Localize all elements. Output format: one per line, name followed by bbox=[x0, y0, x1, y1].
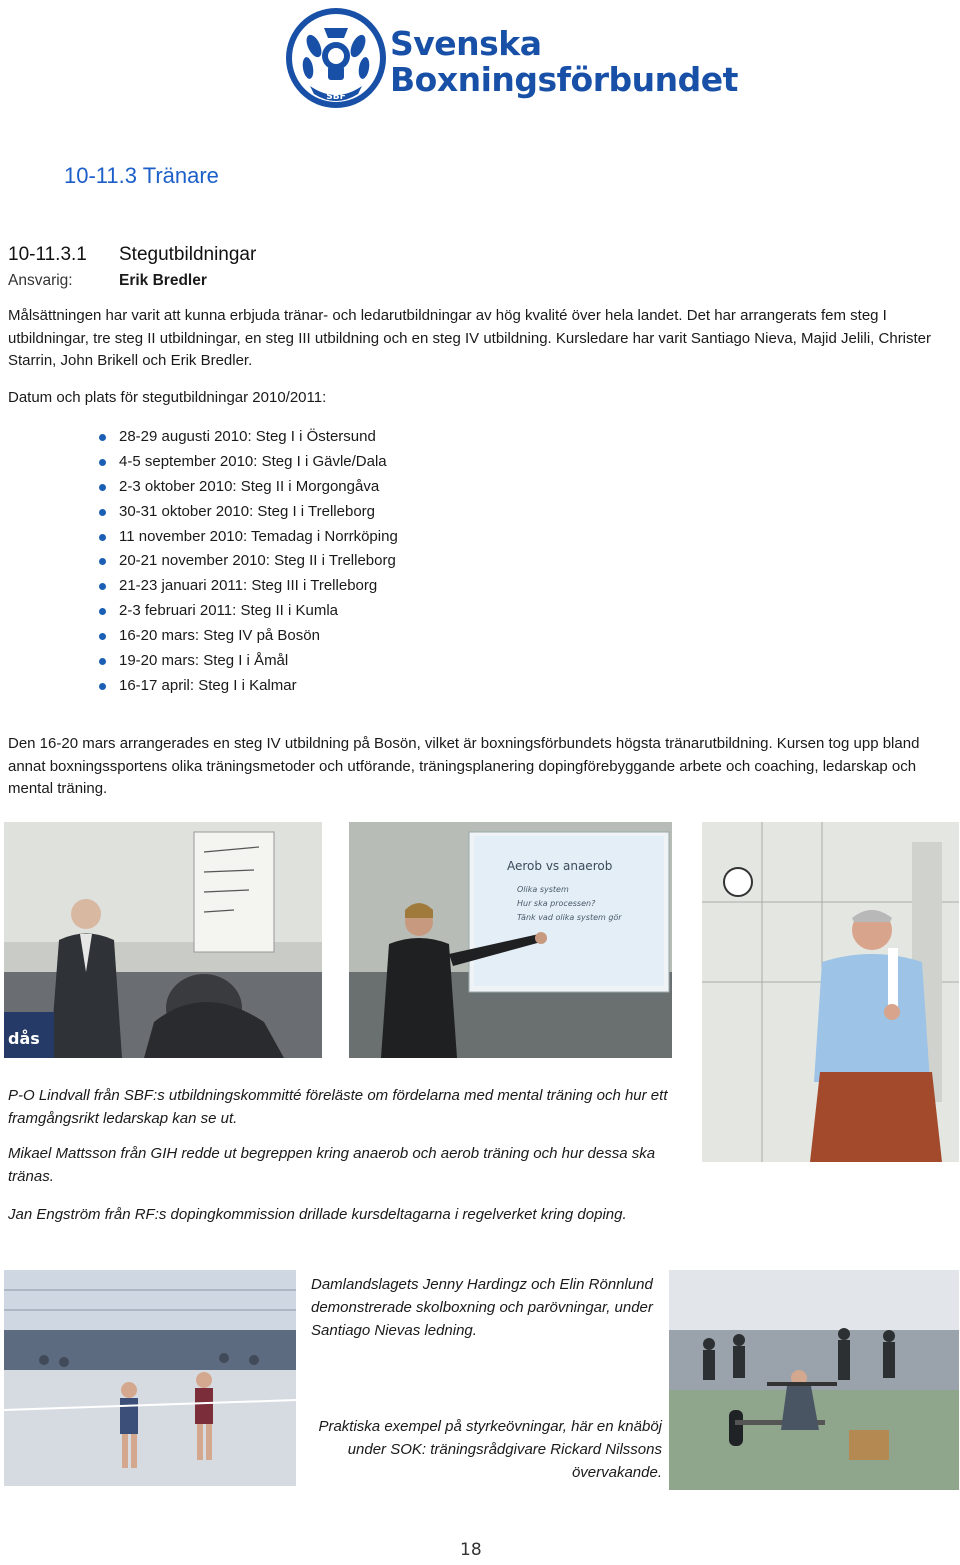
list-item: 16-20 mars: Steg IV på Bosön bbox=[99, 624, 398, 649]
svg-text:Aerob vs anaerob: Aerob vs anaerob bbox=[507, 859, 613, 873]
subsection-number: 10-11.3.1 bbox=[8, 244, 87, 265]
list-item: 19-20 mars: Steg I i Åmål bbox=[99, 649, 398, 674]
section-title: 10-11.3 Tränare bbox=[64, 163, 219, 188]
subsection-title: Stegutbildningar bbox=[119, 244, 257, 265]
caption-mikael: Mikael Mattsson från GIH redde ut begreppen kring anaerob och aerob träning och hur dessa ska tränas. bbox=[8, 1145, 656, 1185]
photo-styrkeovningar bbox=[669, 1270, 959, 1490]
logo-line2: Boxningsförbundet bbox=[390, 60, 738, 99]
dates-list bbox=[99, 425, 398, 699]
list-item: 2-3 oktober 2010: Steg II i Morgongåva bbox=[99, 475, 398, 500]
dates-intro: Datum och plats för stegutbildningar 2010/2011: bbox=[8, 389, 327, 406]
list-item: 30-31 oktober 2010: Steg I i Trelleborg bbox=[99, 500, 398, 525]
list-item: 28-29 augusti 2010: Steg I i Östersund bbox=[99, 425, 398, 450]
caption-po: P-O Lindvall från SBF:s utbildningskommitté föreläste om fördelarna med mental träning och hur ett framgångsrikt ledarskap kan se ut. bbox=[8, 1087, 668, 1127]
responsible-row bbox=[8, 272, 207, 290]
page-number: 18 bbox=[460, 1540, 482, 1560]
svg-text:Tänk vad olika system gör: Tänk vad olika system gör bbox=[517, 913, 622, 922]
caption-damland: Damlandslagets Jenny Hardingz och Elin Rönnlund demonstrerade skolboxning och parövningar, under Santiago Nievas ledning. bbox=[311, 1276, 653, 1339]
svg-text:Hur ska processen?: Hur ska processen? bbox=[517, 899, 596, 908]
subsection-heading bbox=[8, 244, 256, 266]
photo-damlandslaget bbox=[4, 1270, 296, 1486]
list-item: 2-3 februari 2011: Steg II i Kumla bbox=[99, 599, 398, 624]
intro-paragraph: Målsättningen har varit att kunna erbjuda tränar- och ledarutbildningar av hög kvalité över hela landet. Det har arrangerats fem steg I utbildningar, tre steg II utbildningar, en steg III utbildning och en steg IV utbildning. Kursledare har varit Santiago Nieva, Majid Jelili, Christer Starrin, John Brikell och Erik Bredler. bbox=[8, 307, 932, 369]
list-item: 16-17 april: Steg I i Kalmar bbox=[99, 674, 398, 699]
sbf-logo bbox=[284, 6, 738, 110]
svg-text:Olika system: Olika system bbox=[517, 885, 569, 894]
steg4-paragraph: Den 16-20 mars arrangerades en steg IV utbildning på Bosön, vilket är boxningsförbundets högsta tränarutbildning. Kursen tog upp bland annat boxningssportens olika träningsmetoder och utförande, träningsplanering dopingförebyggande arbete och coaching, ledarskap och mental träning. bbox=[8, 735, 920, 797]
logo-line1: Svenska bbox=[390, 24, 542, 63]
list-item: 21-23 januari 2011: Steg III i Trelleborg bbox=[99, 574, 398, 599]
list-item: 4-5 september 2010: Steg I i Gävle/Dala bbox=[99, 450, 398, 475]
photo-po-lindvall bbox=[4, 822, 322, 1058]
photo-jan-engstrom bbox=[702, 822, 959, 1162]
sbf-emblem-icon bbox=[284, 6, 388, 110]
photo-mikael-mattsson bbox=[349, 822, 672, 1058]
caption-praktiska: Praktiska exempel på styrkeövningar, här en knäböj under SOK: träningsrådgivare Rickard Nilssons övervakande. bbox=[318, 1418, 662, 1481]
svg-text:dås: dås bbox=[8, 1029, 40, 1048]
responsible-label: Ansvarig: bbox=[8, 272, 73, 289]
list-item: 20-21 november 2010: Steg II i Trelleborg bbox=[99, 549, 398, 574]
svg-text:SBF: SBF bbox=[326, 92, 346, 102]
responsible-name: Erik Bredler bbox=[119, 272, 207, 289]
list-item: 11 november 2010: Temadag i Norrköping bbox=[99, 525, 398, 550]
caption-jan: Jan Engström från RF:s dopingkommission drillade kursdeltagarna i regelverket kring doping. bbox=[8, 1206, 627, 1223]
